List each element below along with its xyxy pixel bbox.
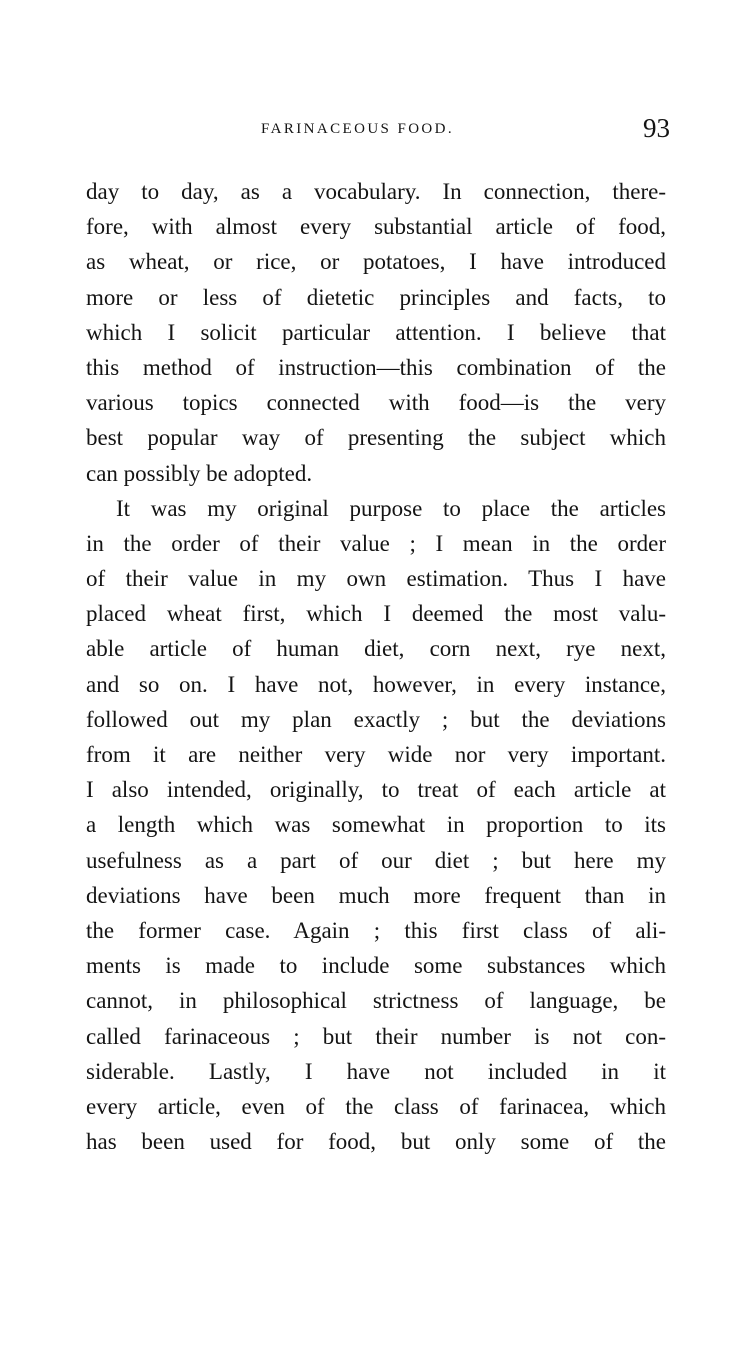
text-line: placed wheat first, which I deemed the most valu-	[86, 601, 666, 627]
text-line: a length which was somewhat in proportion to its	[86, 812, 666, 838]
text-line: siderable. Lastly, I have not included in it	[86, 1058, 666, 1084]
text-line: ments is made to include some substances which	[86, 953, 666, 979]
text-line: has been used for food, but only some of the	[86, 1129, 666, 1155]
text-line: various topics connected with food—is the very	[86, 390, 666, 416]
text-line: deviations have been much more frequent than in	[86, 882, 666, 908]
paragraph	[86, 491, 666, 1160]
text-line: I also intended, originally, to treat of each article at	[86, 777, 666, 803]
text-line: and so on. I have not, however, in every instance,	[86, 671, 666, 697]
text-line: more or less of dietetic principles and facts, to	[86, 284, 666, 310]
text-line: which I solicit particular attention. I believe that	[86, 319, 666, 345]
text-line: fore, with almost every substantial article of food,	[86, 214, 666, 240]
text-line: followed out my plan exactly ; but the deviations	[86, 706, 666, 732]
text-line: cannot, in philosophical strictness of language, be	[86, 988, 666, 1014]
running-head	[85, 113, 670, 153]
text-line: best popular way of presenting the subject which	[86, 425, 666, 451]
running-title: FARINACEOUS FOOD.	[261, 121, 455, 137]
text-line: as wheat, or rice, or potatoes, I have introduced	[86, 249, 666, 275]
text-line: of their value in my own estimation. Thus I have	[86, 566, 666, 592]
page-number: 93	[643, 113, 670, 143]
text-line: usefulness as a part of our diet ; but here my	[86, 847, 666, 873]
text-line: day to day, as a vocabulary. In connection, there-	[86, 179, 666, 204]
text-line: It was my original purpose to place the articles	[116, 495, 666, 521]
body-text	[86, 174, 666, 1159]
text-line: every article, even of the class of farinacea, which	[86, 1093, 666, 1119]
text-line: can possibly be adopted.	[86, 460, 313, 486]
text-line: called farinaceous ; but their number is not con-	[86, 1023, 666, 1049]
text-line: able article of human diet, corn next, rye next,	[86, 636, 666, 662]
paragraph	[86, 174, 666, 491]
text-line: in the order of their value ; I mean in the order	[86, 530, 666, 556]
text-line: this method of instruction—this combination of the	[86, 354, 666, 380]
text-line: the former case. Again ; this first class of ali-	[86, 917, 666, 943]
text-line: from it are neither very wide nor very important.	[86, 742, 666, 767]
